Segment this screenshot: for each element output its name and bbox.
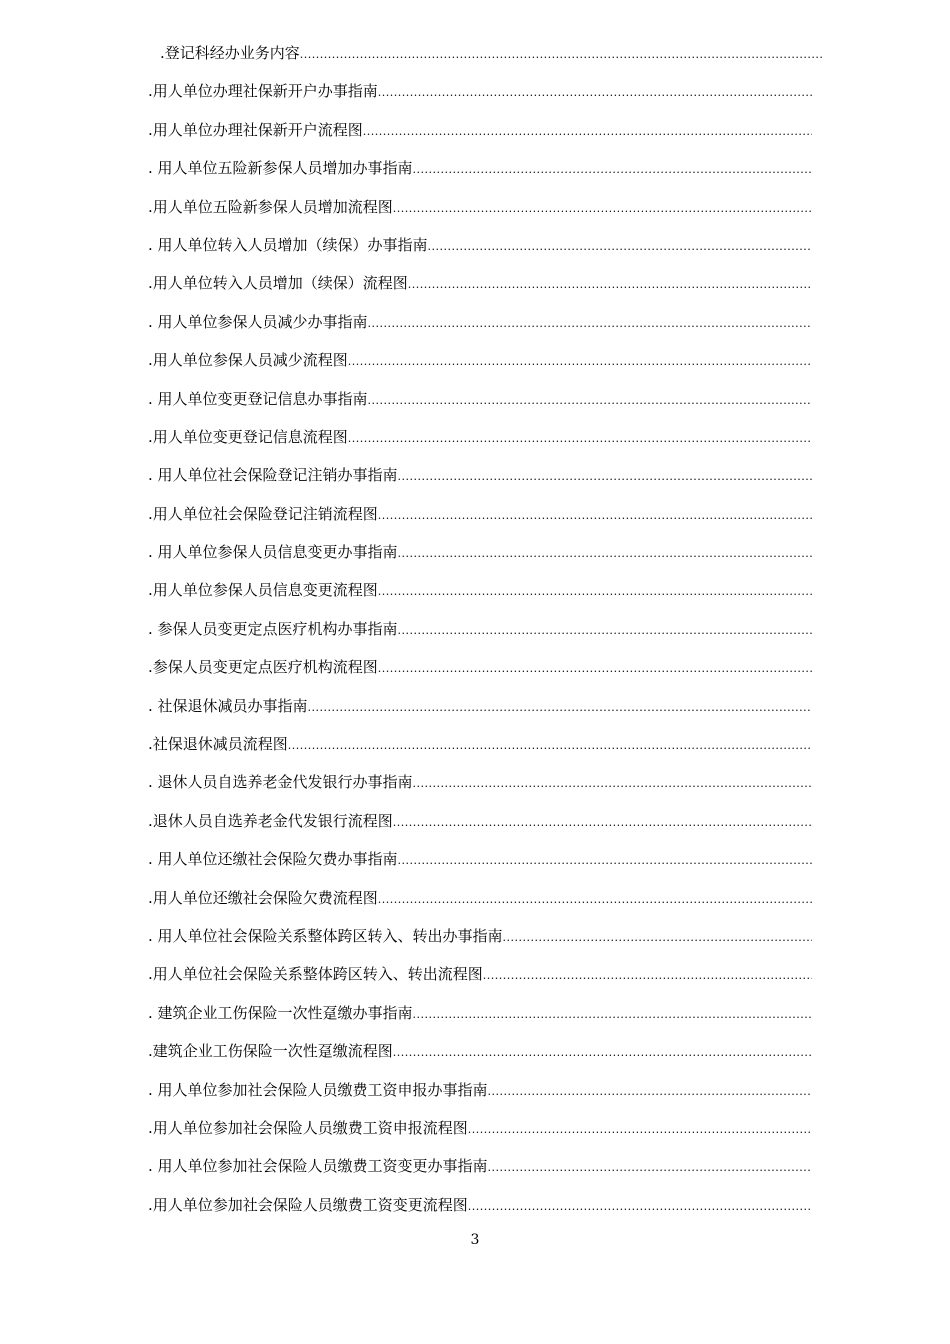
toc-dot-leader	[348, 430, 812, 448]
toc-dot-leader	[368, 392, 812, 410]
toc-dot-leader	[398, 852, 812, 870]
toc-entry[interactable]	[148, 735, 812, 773]
toc-dot-leader	[393, 200, 812, 218]
toc-entry[interactable]	[148, 236, 812, 274]
toc-dot-leader	[378, 84, 812, 102]
toc-dot-leader	[378, 583, 812, 601]
toc-entry[interactable]	[148, 965, 812, 1003]
toc-entry-title: . 用人单位社会保险登记注销办事指南	[148, 466, 398, 485]
toc-entry-title: . 退休人员自选养老金代发银行办事指南	[148, 773, 413, 792]
toc-dot-leader	[468, 1121, 812, 1139]
toc-entry[interactable]	[148, 927, 812, 965]
toc-entry-title: . 用人单位五险新参保人员增加办事指南	[148, 159, 413, 178]
toc-entry-title: .用人单位社会保险关系整体跨区转入、转出流程图	[148, 965, 483, 984]
toc-dot-leader	[468, 1198, 812, 1216]
toc-entry[interactable]	[160, 44, 822, 82]
toc-entry[interactable]	[148, 390, 812, 428]
toc-dot-leader	[488, 1083, 812, 1101]
toc-entry-title: .参保人员变更定点医疗机构流程图	[148, 658, 378, 677]
toc-entry[interactable]	[148, 889, 812, 927]
toc-entry[interactable]	[148, 1081, 812, 1119]
toc-dot-leader	[398, 622, 812, 640]
toc-entry[interactable]	[148, 620, 812, 658]
toc-dot-leader	[378, 660, 812, 678]
toc-entry[interactable]	[148, 505, 812, 543]
toc-entry-title: .建筑企业工伤保险一次性趸缴流程图	[148, 1042, 393, 1061]
toc-entry[interactable]	[148, 773, 812, 811]
toc-dot-leader	[378, 507, 812, 525]
toc-entry-title: .用人单位参加社会保险人员缴费工资变更流程图	[148, 1195, 468, 1214]
toc-entry[interactable]	[148, 82, 812, 120]
toc-dot-leader	[363, 123, 812, 141]
toc-dot-leader	[503, 929, 812, 947]
toc-entry[interactable]	[148, 1119, 812, 1157]
toc-dot-leader	[300, 46, 822, 64]
toc-entry[interactable]	[148, 850, 812, 888]
toc-dot-leader	[348, 353, 812, 371]
toc-dot-leader	[413, 1006, 812, 1024]
toc-entry-title: . 用人单位社会保险关系整体跨区转入、转出办事指南	[148, 926, 503, 945]
toc-entry-title: .用人单位参加社会保险人员缴费工资申报流程图	[148, 1118, 468, 1137]
toc-entry-title: .用人单位五险新参保人员增加流程图	[148, 197, 393, 216]
toc-dot-leader	[308, 699, 812, 717]
toc-entry-title: .用人单位参保人员信息变更流程图	[148, 581, 378, 600]
toc-dot-leader	[428, 238, 812, 256]
toc-entry[interactable]	[148, 313, 812, 351]
toc-entry[interactable]	[148, 198, 812, 236]
toc-entry[interactable]	[148, 581, 812, 619]
toc-entry[interactable]	[148, 159, 812, 197]
toc-dot-leader	[488, 1159, 812, 1177]
toc-entry-title: .用人单位办理社保新开户办事指南	[148, 82, 378, 101]
toc-entry-title: . 用人单位参加社会保险人员缴费工资申报办事指南	[148, 1080, 488, 1099]
toc-entry-title: .社保退休减员流程图	[148, 735, 288, 754]
toc-entry-title: .登记科经办业务内容	[160, 44, 300, 62]
toc-entry-title: . 社保退休减员办事指南	[148, 696, 308, 715]
toc-entry[interactable]	[148, 543, 812, 581]
toc-entry[interactable]	[148, 428, 812, 466]
toc-dot-leader	[398, 468, 812, 486]
toc-entry[interactable]	[148, 1042, 812, 1080]
toc-entry-title: .用人单位办理社保新开户流程图	[148, 120, 363, 139]
toc-dot-leader	[393, 814, 812, 832]
toc-entry-title: . 建筑企业工伤保险一次性趸缴办事指南	[148, 1003, 413, 1022]
toc-entry-title: .用人单位社会保险登记注销流程图	[148, 504, 378, 523]
toc-dot-leader	[413, 161, 812, 179]
toc-entry-title: . 参保人员变更定点医疗机构办事指南	[148, 619, 398, 638]
toc-entry-title: .退休人员自选养老金代发银行流程图	[148, 811, 393, 830]
toc-entry-title: . 用人单位变更登记信息办事指南	[148, 389, 368, 408]
toc-entry[interactable]	[148, 466, 812, 504]
table-of-contents	[148, 44, 812, 1234]
toc-dot-leader	[413, 775, 812, 793]
toc-entry[interactable]	[148, 351, 812, 389]
toc-entry[interactable]	[148, 812, 812, 850]
toc-entry-title: . 用人单位参加社会保险人员缴费工资变更办事指南	[148, 1157, 488, 1176]
toc-entry-title: .用人单位变更登记信息流程图	[148, 427, 348, 446]
toc-dot-leader	[483, 967, 812, 985]
toc-entry-title: . 用人单位参保人员减少办事指南	[148, 312, 368, 331]
toc-entry-title: .用人单位参保人员减少流程图	[148, 351, 348, 370]
toc-dot-leader	[368, 315, 812, 333]
toc-entry[interactable]	[148, 658, 812, 696]
toc-dot-leader	[378, 891, 812, 909]
toc-dot-leader	[408, 276, 812, 294]
toc-entry-title: . 用人单位转入人员增加（续保）办事指南	[148, 235, 428, 254]
toc-dot-leader	[288, 737, 812, 755]
toc-entry[interactable]	[148, 1004, 812, 1042]
toc-dot-leader	[393, 1044, 812, 1062]
toc-entry-title: . 用人单位参保人员信息变更办事指南	[148, 543, 398, 562]
toc-entry[interactable]	[148, 121, 812, 159]
page-number: 3	[470, 1232, 480, 1248]
toc-entry[interactable]	[148, 697, 812, 735]
toc-entry-title: .用人单位转入人员增加（续保）流程图	[148, 274, 408, 293]
toc-entry[interactable]	[148, 274, 812, 312]
toc-entry[interactable]	[148, 1157, 812, 1195]
toc-entry[interactable]	[148, 1196, 812, 1234]
toc-dot-leader	[398, 545, 812, 563]
toc-entry-title: .用人单位还缴社会保险欠费流程图	[148, 888, 378, 907]
toc-entry-title: . 用人单位还缴社会保险欠费办事指南	[148, 850, 398, 869]
